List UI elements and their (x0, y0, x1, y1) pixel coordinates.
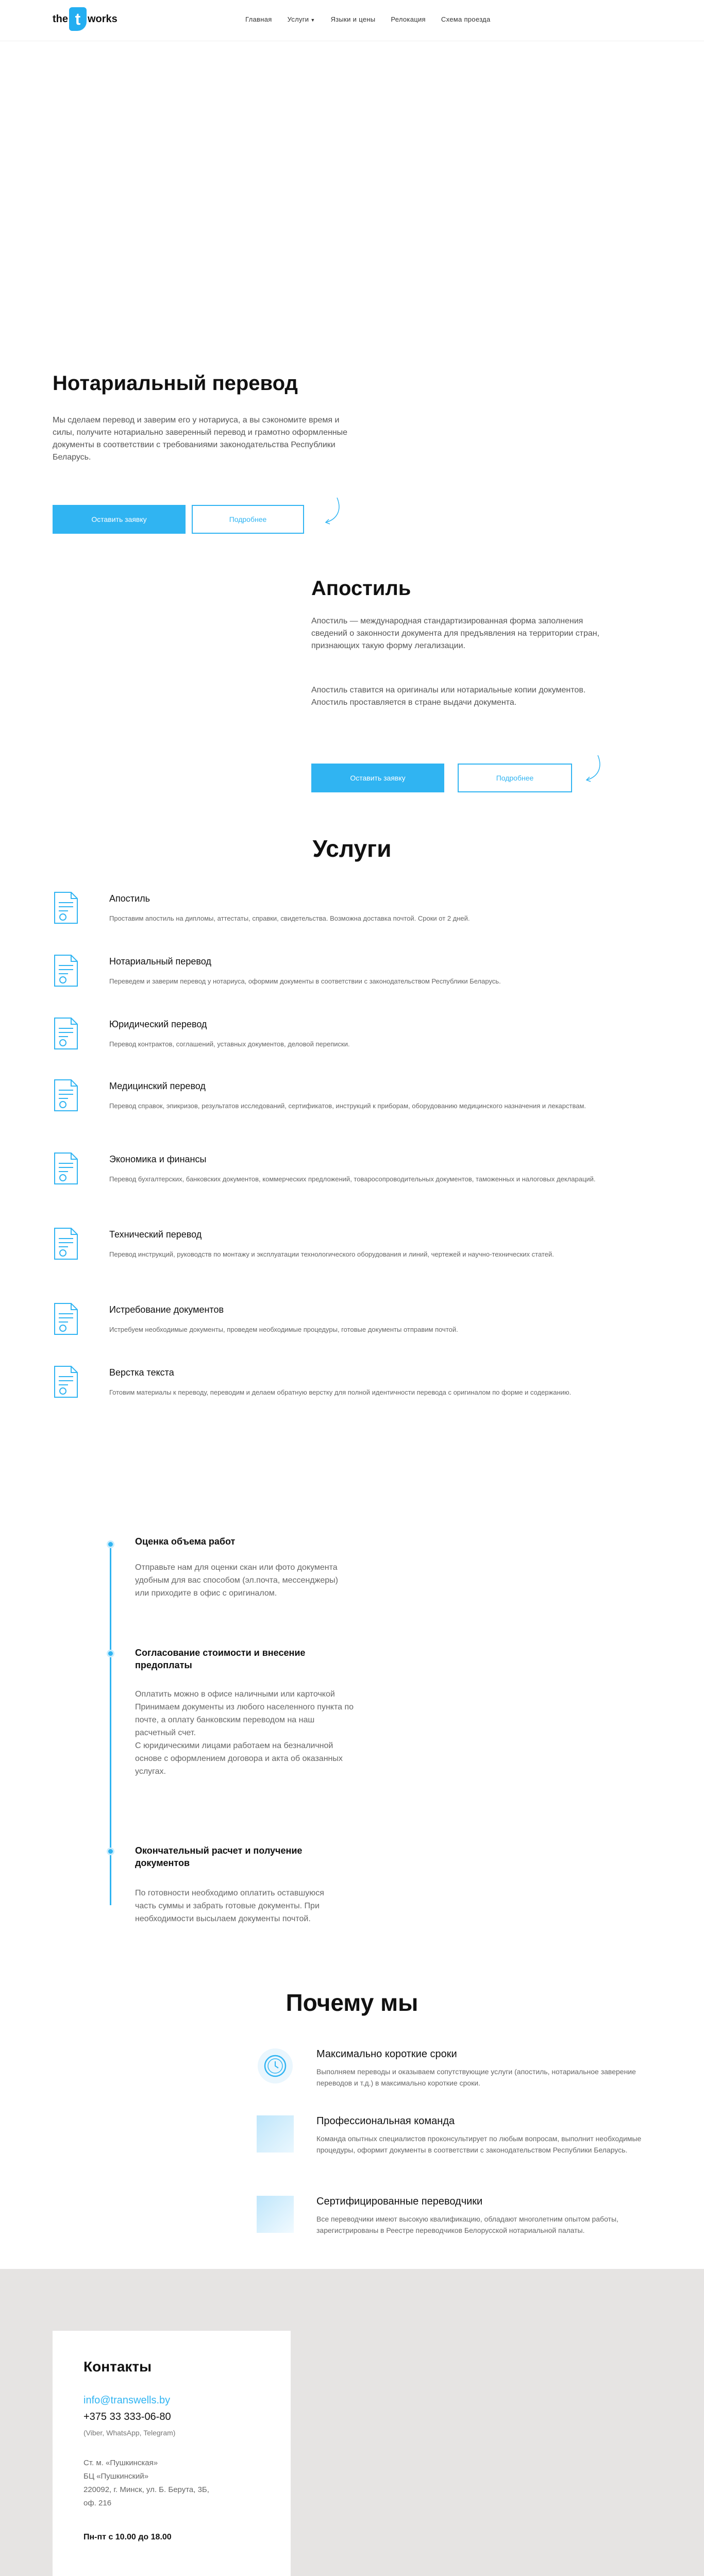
service-desc: Переведем и заверим перевод у нотариуса, оформим документы в соответствии с законодательством Республики Беларусь. (109, 977, 501, 985)
service-title: Экономика и финансы (109, 1154, 207, 1164)
nav-directions[interactable]: Схема проезда (441, 15, 491, 23)
apostille-text-2: Апостиль ставится на оригиналы или нотариальные копии документов. Апостиль проставляется в стране выдачи документа. (311, 686, 586, 707)
site-header (0, 0, 704, 41)
document-icon (53, 1302, 79, 1335)
service-desc: Проставим апостиль на дипломы, аттестаты, справки, свидетельства. Возможна доставка почтой. Сроки от 2 дней. (109, 914, 470, 922)
step-title: Оценка объема работ (135, 1536, 236, 1547)
chevron-down-icon: ▼ (310, 18, 315, 23)
service-desc: Истребуем необходимые документы, проведем необходимые процедуры, готовые документы отправим почтой. (109, 1326, 458, 1333)
service-title: Юридический перевод (109, 1019, 207, 1029)
document-icon (53, 1017, 79, 1050)
apostille-more-button[interactable]: Подробнее (458, 764, 572, 792)
why-desc: Выполняем переводы и оказываем сопутствующие услуги (апостиль, нотариальное заверение переводов и т.д.) в максимально короткие сроки. (316, 2067, 636, 2087)
contacts-heading: Контакты (83, 2359, 152, 2375)
step-title: Согласование стоимости и внесение предоплаты (135, 1648, 306, 1670)
apostille-request-button[interactable]: Оставить заявку (311, 764, 444, 792)
document-icon (53, 1227, 79, 1260)
document-icon (53, 891, 79, 924)
clock-icon (257, 2047, 294, 2084)
service-title: Апостиль (109, 893, 150, 904)
nav-languages-prices[interactable]: Языки и цены (330, 15, 376, 23)
logo-works: works (88, 13, 118, 25)
curved-arrow-icon (582, 753, 603, 784)
address-line: оф. 216 (83, 2499, 112, 2507)
service-desc: Перевод инструкций, руководств по монтажу и эксплуатации технологического оборудования и линий, чертежей и научно-технических статей. (109, 1250, 554, 1258)
nav-home[interactable]: Главная (245, 15, 272, 23)
document-icon (53, 1079, 79, 1112)
step-body: По готовности необходимо оплатить оставшуюся часть суммы и забрать готовые документы. При необходимости высылаем документы почтой. (135, 1889, 324, 1923)
service-desc: Перевод бухгалтерских, банковских документов, коммерческих предложений, товаросопроводительных документов, таможенных и налоговых деклараций. (109, 1175, 596, 1183)
notarial-text: Мы сделаем перевод и заверим его у нотариуса, а вы сэкономите время и силы, получите нотариально заверенный перевод и грамотно оформленные документы в соответствии с требованиями законодательства Республики Беларусь. (53, 416, 348, 462)
service-desc: Перевод справок, эпикризов, результатов исследований, сертификатов, инструкций к приборам, оборудованию медицинского назначения и лекарствам. (109, 1102, 586, 1110)
document-icon (53, 954, 79, 987)
service-title: Истребование документов (109, 1304, 224, 1315)
notarial-request-button[interactable]: Оставить заявку (53, 505, 186, 534)
notarial-more-button[interactable]: Подробнее (192, 505, 304, 534)
timeline-dot (107, 1848, 114, 1855)
nav-services-label: Услуги (287, 15, 309, 23)
document-icon (53, 1365, 79, 1398)
apostille-title: Апостиль (311, 577, 411, 600)
main-nav (245, 15, 490, 23)
service-desc: Готовим материалы к переводу, переводим и делаем обратную верстку для полной идентичности перевода с оригиналом по форме и содержанию. (109, 1388, 572, 1396)
team-image (257, 2115, 294, 2153)
address-line: Ст. м. «Пушкинская» (83, 2459, 158, 2467)
service-title: Нотариальный перевод (109, 956, 211, 967)
step-body: Оплатить можно в офисе наличными или карточкой Принимаем документы из любого населенного пункта по почте, а оплату банковским переводом на наш расчетный счет. С юридическими лицами работаем на безналичной основе с оформлением договора и акта об оказанных услугах. (135, 1690, 354, 1776)
timeline-dot (107, 1650, 114, 1657)
curved-arrow-icon (322, 496, 342, 527)
logo[interactable] (53, 7, 118, 31)
phone-link[interactable]: +375 33 333-06-80 (83, 2411, 171, 2422)
timeline-dot (107, 1540, 114, 1548)
service-title: Верстка текста (109, 1367, 174, 1378)
service-title: Медицинский перевод (109, 1081, 206, 1091)
logo-t: t (69, 7, 87, 31)
email-link[interactable]: info@transwells.by (83, 2395, 171, 2406)
apostille-text-1: Апостиль — международная стандартизированная форма заполнения сведений о законности документа для предъявления на территории стран, признающих такую форму легализации. (311, 617, 600, 650)
address-line: 220092, г. Минск, ул. Б. Берута, 3Б, (83, 2485, 209, 2494)
service-desc: Перевод контрактов, соглашений, уставных документов, деловой переписки. (109, 1040, 350, 1048)
step-body: Отправьте нам для оценки скан или фото документа удобным для вас способом (эл.почта, мессенджеры) или приходите в офис с оригиналом. (135, 1563, 338, 1598)
logo-the: the (53, 13, 68, 25)
contacts-card (53, 2331, 291, 2576)
nav-relocation[interactable]: Релокация (391, 15, 426, 23)
certificate-image (257, 2196, 294, 2233)
why-title: Максимально короткие сроки (316, 2048, 457, 2060)
notarial-title: Нотариальный перевод (53, 372, 298, 395)
service-title: Технический перевод (109, 1229, 202, 1240)
why-title: Сертифицированные переводчики (316, 2196, 483, 2207)
services-heading: Услуги (312, 835, 392, 862)
messengers: (Viber, WhatsApp, Telegram) (83, 2429, 176, 2437)
why-desc: Команда опытных специалистов проконсультирует по любым вопросам, выполнит необходимые процедуры, оформит документы в соответствии с законодательством Республики Беларусь. (316, 2134, 642, 2154)
working-hours: Пн-пт с 10.00 до 18.00 (83, 2533, 172, 2541)
why-desc: Все переводчики имеют высокую квалификацию, обладают многолетним опытом работы, зарегистрированы в Реестре переводчиков Белорусской нотариальной палаты. (316, 2215, 618, 2234)
nav-services[interactable] (288, 15, 315, 23)
why-heading: Почему мы (286, 1989, 418, 2016)
step-title: Окончательный расчет и получение документов (135, 1845, 303, 1868)
document-icon (53, 1152, 79, 1185)
why-title: Профессиональная команда (316, 2115, 455, 2127)
address-line: БЦ «Пушкинский» (83, 2472, 149, 2481)
